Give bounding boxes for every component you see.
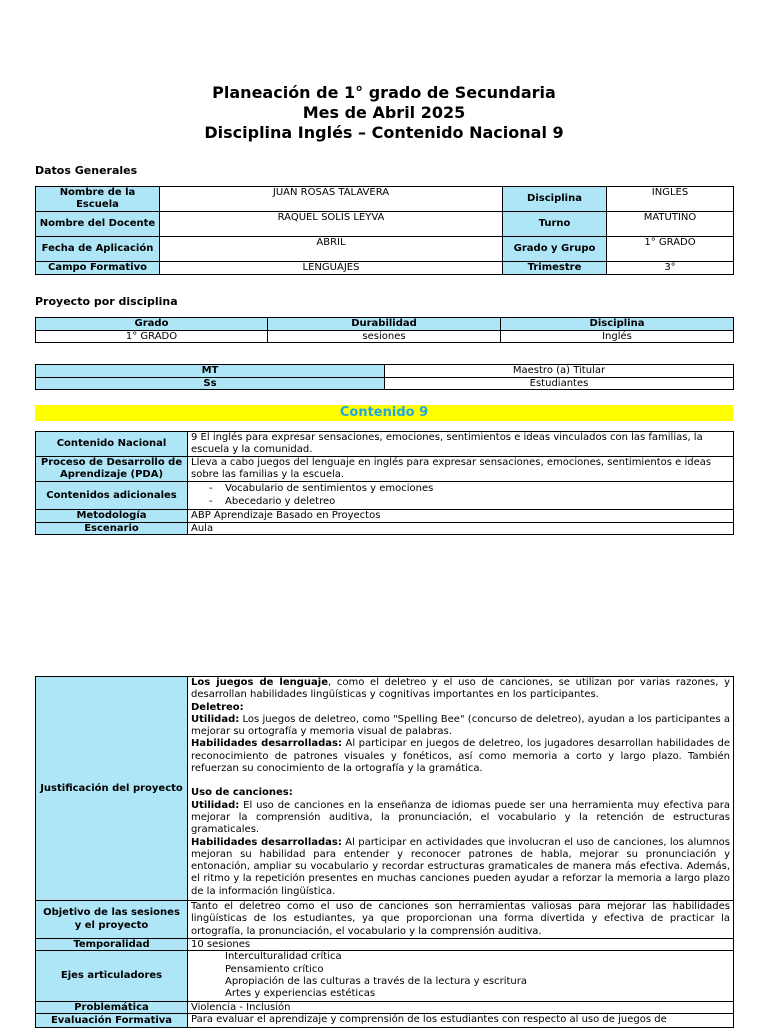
spacer — [191, 775, 730, 787]
proyecto-heading: Proyecto por disciplina — [35, 295, 178, 308]
proyecto-table — [35, 317, 734, 343]
pda-value: Lleva a cabo juegos del lenguaje en inglés para expresar sensaciones, emociones, sentimientos e ideas sobre las familias y la escuela. — [188, 457, 734, 482]
list-item: - Vocabulario de sentimientos y emociones — [209, 483, 434, 494]
table-row — [36, 901, 734, 939]
discipline-header: Disciplina — [501, 318, 734, 331]
table-row — [36, 365, 734, 378]
trimester-value: 3° — [607, 262, 734, 275]
grade-group-value: 1° GRADO — [607, 237, 734, 262]
list-item: Apropiación de las culturas a través de la lectura y escritura — [225, 975, 527, 987]
teacher-name-label: Nombre del Docente — [36, 212, 160, 237]
table-row — [36, 212, 734, 237]
datos-generales-table — [35, 186, 734, 275]
discipline-label: Disciplina — [503, 187, 607, 212]
metodologia-value: ABP Aprendizaje Basado en Proyectos — [188, 510, 734, 523]
table-row — [36, 677, 734, 901]
discipline-value: Inglés — [501, 330, 734, 343]
table-row — [36, 187, 734, 212]
ejes-value — [188, 951, 734, 1001]
table-row — [36, 510, 734, 523]
problematica-value: Violencia - Inclusión — [188, 1001, 734, 1014]
canciones-heading: Uso de canciones: — [191, 787, 293, 799]
title-line-3: Disciplina Inglés – Contenido Nacional 9 — [204, 123, 564, 142]
deletreo-heading: Deletreo: — [191, 701, 244, 713]
escenario-value: Aula — [188, 522, 734, 535]
formative-field-label: Campo Formativo — [36, 262, 160, 275]
table-row — [36, 432, 734, 457]
objetivo-label: Objetivo de las sesiones y el proyecto — [36, 901, 188, 939]
escenario-label: Escenario — [36, 522, 188, 535]
canciones-utilidad: Utilidad: El uso de canciones en la enseñanza de idiomas puede ser una herramienta muy efectiva para mejorar la comprensión auditiva, la pronunciación, el vocabulario y la retención de estructuras gramaticales. — [191, 799, 730, 836]
contenido-nacional-label: Contenido Nacional — [36, 432, 188, 457]
table-row — [36, 237, 734, 262]
contenido-nacional-value: 9 El inglés para expresar sensaciones, emociones, sentimientos e ideas vinculados con las familias, la escuela y la comunidad. — [188, 432, 734, 457]
objetivo-value: Tanto el deletreo como el uso de canciones son herramientas valiosas para mejorar las habilidades lingüísticas de los estudiantes, ya que proporcionan una forma divertida y efectiva de practicar la ortografía, la pronunciación, el vocabulario y la comprensión auditiva. — [188, 901, 734, 939]
table-row — [36, 522, 734, 535]
title-line-2: Mes de Abril 2025 — [302, 103, 466, 122]
trimester-label: Trimestre — [503, 262, 607, 275]
problematica-label: Problemática — [36, 1001, 188, 1014]
duration-header: Durabilidad — [268, 318, 501, 331]
evaluacion-value: Para evaluar el aprendizaje y comprensión de los estudiantes con respecto al uso de juegos de — [188, 1014, 734, 1028]
justificacion-label: Justificación del proyecto — [36, 677, 188, 901]
grade-group-label: Grado y Grupo — [503, 237, 607, 262]
abbr-mt-meaning: Maestro (a) Titular — [385, 365, 734, 378]
table-row — [36, 1014, 734, 1028]
deletreo-utilidad: Utilidad: Los juegos de deletreo, como "Spelling Bee" (concurso de deletreo), ayudan a los participantes a mejorar su ortografía y memoria visual de palabras. — [191, 713, 730, 738]
contenido-banner: Contenido 9 — [35, 405, 733, 421]
justificacion-intro: Los juegos de lenguaje, como el deletreo y el uso de canciones, se utilizan por varias razones, y desarrollan habilidades lingüísticas y cognitivas importantes en los participantes. — [191, 677, 730, 701]
metodologia-label: Metodología — [36, 510, 188, 523]
title-line-1: Planeación de 1° grado de Secundaria — [212, 83, 556, 102]
grade-value: 1° GRADO — [36, 330, 268, 343]
duration-value: sesiones — [268, 330, 501, 343]
abbreviations-table — [35, 364, 734, 390]
abbr-mt: MT — [36, 365, 385, 378]
table-row — [36, 951, 734, 1001]
contenidos-adicionales-label: Contenidos adicionales — [36, 482, 188, 510]
ejes-label: Ejes articuladores — [36, 951, 188, 1001]
temporalidad-value: 10 sesiones — [188, 938, 734, 951]
list-item: - Abecedario y deletreo — [209, 496, 336, 507]
temporalidad-label: Temporalidad — [36, 938, 188, 951]
table-row — [36, 318, 734, 331]
formative-field-value: LENGUAJES — [160, 262, 503, 275]
justificacion-value — [188, 677, 734, 901]
shift-label: Turno — [503, 212, 607, 237]
table-row — [36, 262, 734, 275]
teacher-name-value: RAQUEL SOLIS LEYVA — [160, 212, 503, 237]
pda-label: Proceso de Desarrollo de Aprendizaje (PDA) — [36, 457, 188, 482]
contenidos-adicionales-value — [188, 482, 734, 510]
table-row — [36, 377, 734, 390]
table-row — [36, 457, 734, 482]
grade-header: Grado — [36, 318, 268, 331]
table-row — [36, 482, 734, 510]
list-item: Artes y experiencias estéticas — [225, 988, 376, 1000]
table-row — [36, 330, 734, 343]
contenido-table — [35, 431, 734, 535]
table-row — [36, 938, 734, 951]
table-row — [36, 1001, 734, 1014]
canciones-habilidades: Habilidades desarrolladas: Al participar en actividades que involucran el uso de canciones, los alumnos mejoran su habilidad para entender y reconocer patrones de habla, mejorar su pronunciación y entonación, ampliar su vocabulario y recordar estructuras gramaticales de manera más efectiva. Además, el ritmo y la repetición presentes en muchas canciones pueden ayudar a reforzar la memoria a largo plazo de la información lingüística. — [191, 836, 730, 897]
abbr-ss-meaning: Estudiantes — [385, 377, 734, 390]
abbr-ss: Ss — [36, 377, 385, 390]
deletreo-habilidades: Habilidades desarrolladas: Al participar en juegos de deletreo, los jugadores desarrollan habilidades de reconocimiento de patrones visuales y fonéticos, así como memoria a corto y largo plazo. También refuerzan su conocimiento de la ortografía y la gramática. — [191, 738, 730, 775]
school-name-label: Nombre de la Escuela — [36, 187, 160, 212]
evaluacion-label: Evaluación Formativa — [36, 1014, 188, 1028]
school-name-value: JUAN ROSAS TALAVERA — [160, 187, 503, 212]
application-date-label: Fecha de Aplicación — [36, 237, 160, 262]
proyecto-detalle-table — [35, 676, 734, 1028]
shift-value: MATUTINO — [607, 212, 734, 237]
page-title — [0, 83, 768, 143]
datos-generales-heading: Datos Generales — [35, 164, 138, 177]
list-item: Pensamiento crítico — [225, 963, 324, 975]
application-date-value: ABRIL — [160, 237, 503, 262]
discipline-value: INGLÉS — [607, 187, 734, 212]
list-item: Interculturalidad crítica — [225, 951, 342, 963]
